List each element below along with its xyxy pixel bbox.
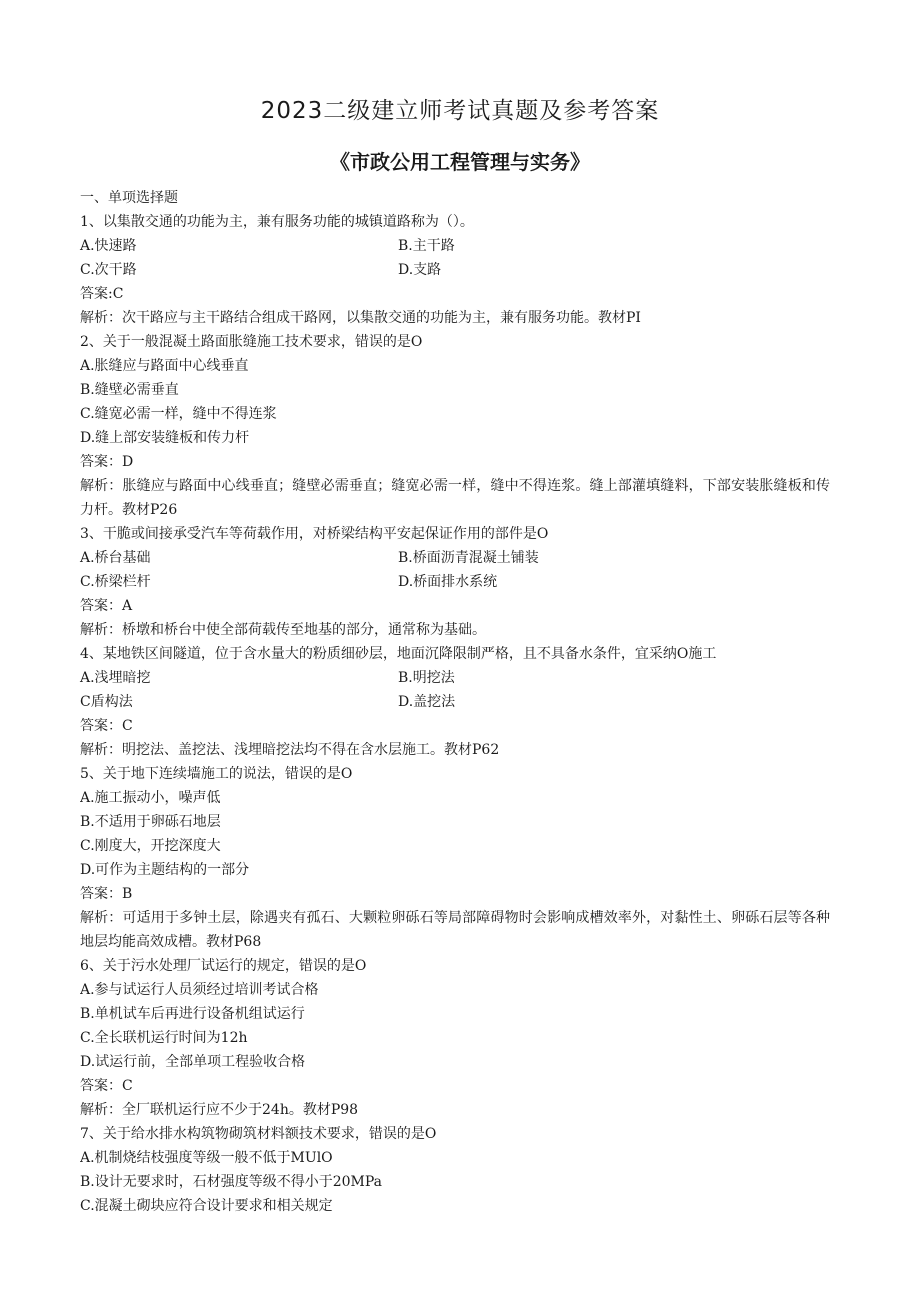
question-4-options-row-2 (80, 690, 830, 714)
question-2-stem: 2、关于一般混凝土路面胀缝施工技术要求，错误的是O (80, 334, 423, 350)
question-2-option-d: D.缝上部安装缝板和传力杆 (80, 430, 250, 446)
question-5-answer: 答案：B (80, 886, 133, 902)
question-5-analysis: 解析：可适用于多钟土层，除遇夹有孤石、大颗粒卵砾石等局部障碍物时会影响成槽效率外，对黏性土、卵砾石层等各种地层均能高效成槽。教材P68 (80, 910, 830, 950)
question-4-analysis: 解析：明挖法、盖挖法、浅埋暗挖法均不得在含水层施工。教材P62 (80, 742, 500, 758)
section-heading: 一、单项选择题 (80, 190, 178, 206)
question-6-analysis: 解析：全厂联机运行应不少于24h。教材P98 (80, 1102, 359, 1118)
question-3-option-c: C.桥梁栏杆 (80, 574, 151, 590)
question-6-option-d: D.试运行前，全部单项工程验收合格 (80, 1054, 306, 1070)
question-4-option-d: D.盖挖法 (398, 694, 456, 710)
question-2-option-a: A.胀缝应与路面中心线垂直 (80, 358, 249, 374)
question-3-analysis: 解析：桥墩和桥台中使全部荷载传至地基的部分，通常称为基础。 (80, 622, 486, 638)
question-3-options-row-1 (80, 546, 830, 570)
question-3-option-b: B.桥面沥青混凝土铺装 (398, 550, 539, 566)
question-7-option-a: A.机制烧结枝强度等级一般不低于MUlO (80, 1150, 333, 1166)
question-6-stem: 6、关于污水处理厂试运行的规定，错误的是O (80, 958, 367, 974)
question-1-stem: 1、以集散交通的功能为主，兼有服务功能的城镇道路称为（）。 (80, 214, 474, 230)
question-5-option-c: C.刚度大，开挖深度大 (80, 838, 221, 854)
question-7-stem: 7、关于给水排水构筑物砌筑材料额技术要求，错误的是O (80, 1126, 437, 1142)
document-subtitle: 《市政公用工程管理与实务》 (330, 150, 590, 174)
question-5-stem: 5、关于地下连续墙施工的说法，错误的是O (80, 766, 353, 782)
question-1-option-c: C.次干路 (80, 262, 137, 278)
question-1-option-a: A.快速路 (80, 238, 137, 254)
question-6-answer: 答案：C (80, 1078, 133, 1094)
question-5-option-d: D.可作为主题结构的一部分 (80, 862, 250, 878)
question-2-analysis: 解析：胀缝应与路面中心线垂直；缝壁必需垂直；缝宽必需一样，缝中不得连浆。缝上部灌填缝料，下部安装胀缝板和传力杆。教材P26 (80, 478, 830, 518)
exam-content (80, 186, 830, 1218)
question-6-option-b: B.单机试车后再进行设备机组试运行 (80, 1006, 305, 1022)
question-2-option-c: C.缝宽必需一样，缝中不得连浆 (80, 406, 277, 422)
question-1-options-row-2 (80, 258, 830, 282)
question-3-stem: 3、干脆或间接承受汽车等荷载作用，对桥梁结构平安起保证作用的部件是O (80, 526, 549, 542)
question-3-option-d: D.桥面排水系统 (398, 574, 498, 590)
question-3-options-row-2 (80, 570, 830, 594)
question-4-stem: 4、某地铁区间隧道，位于含水量大的粉质细砂层，地面沉降限制严格，且不具备水条件，宜采纳O施工 (80, 646, 717, 662)
question-4-answer: 答案：C (80, 718, 133, 734)
question-5-option-a: A.施工振动小，噪声低 (80, 790, 221, 806)
question-4-option-a: A.浅埋暗挖 (80, 670, 151, 686)
question-2-answer: 答案：D (80, 454, 134, 470)
question-7-option-b: B.设计无要求时，石材强度等级不得小于20MPa (80, 1174, 383, 1190)
question-1-option-d: D.支路 (398, 262, 442, 278)
question-7-option-c: C.混凝土砌块应符合设计要求和相关规定 (80, 1198, 333, 1214)
question-1-answer: 答案:C (80, 286, 124, 302)
question-6-option-c: C.全长联机运行时间为12h (80, 1030, 248, 1046)
question-1-options-row-1 (80, 234, 830, 258)
question-4-option-b: B.明挖法 (398, 670, 455, 686)
question-5-option-b: B.不适用于卵砾石地层 (80, 814, 221, 830)
question-1-analysis: 解析：次干路应与主干路结合组成干路网，以集散交通的功能为主，兼有服务功能。教材PI (80, 310, 641, 326)
question-4-options-row-1 (80, 666, 830, 690)
question-6-option-a: A.参与试运行人员须经过培训考试合格 (80, 982, 319, 998)
question-3-option-a: A.桥台基础 (80, 550, 151, 566)
question-2-option-b: B.缝壁必需垂直 (80, 382, 179, 398)
question-1-option-b: B.主干路 (398, 238, 455, 254)
document-title: 2023二级建立师考试真题及参考答案 (260, 98, 660, 124)
question-4-option-c: C盾构法 (80, 694, 133, 710)
question-3-answer: 答案：A (80, 598, 133, 614)
